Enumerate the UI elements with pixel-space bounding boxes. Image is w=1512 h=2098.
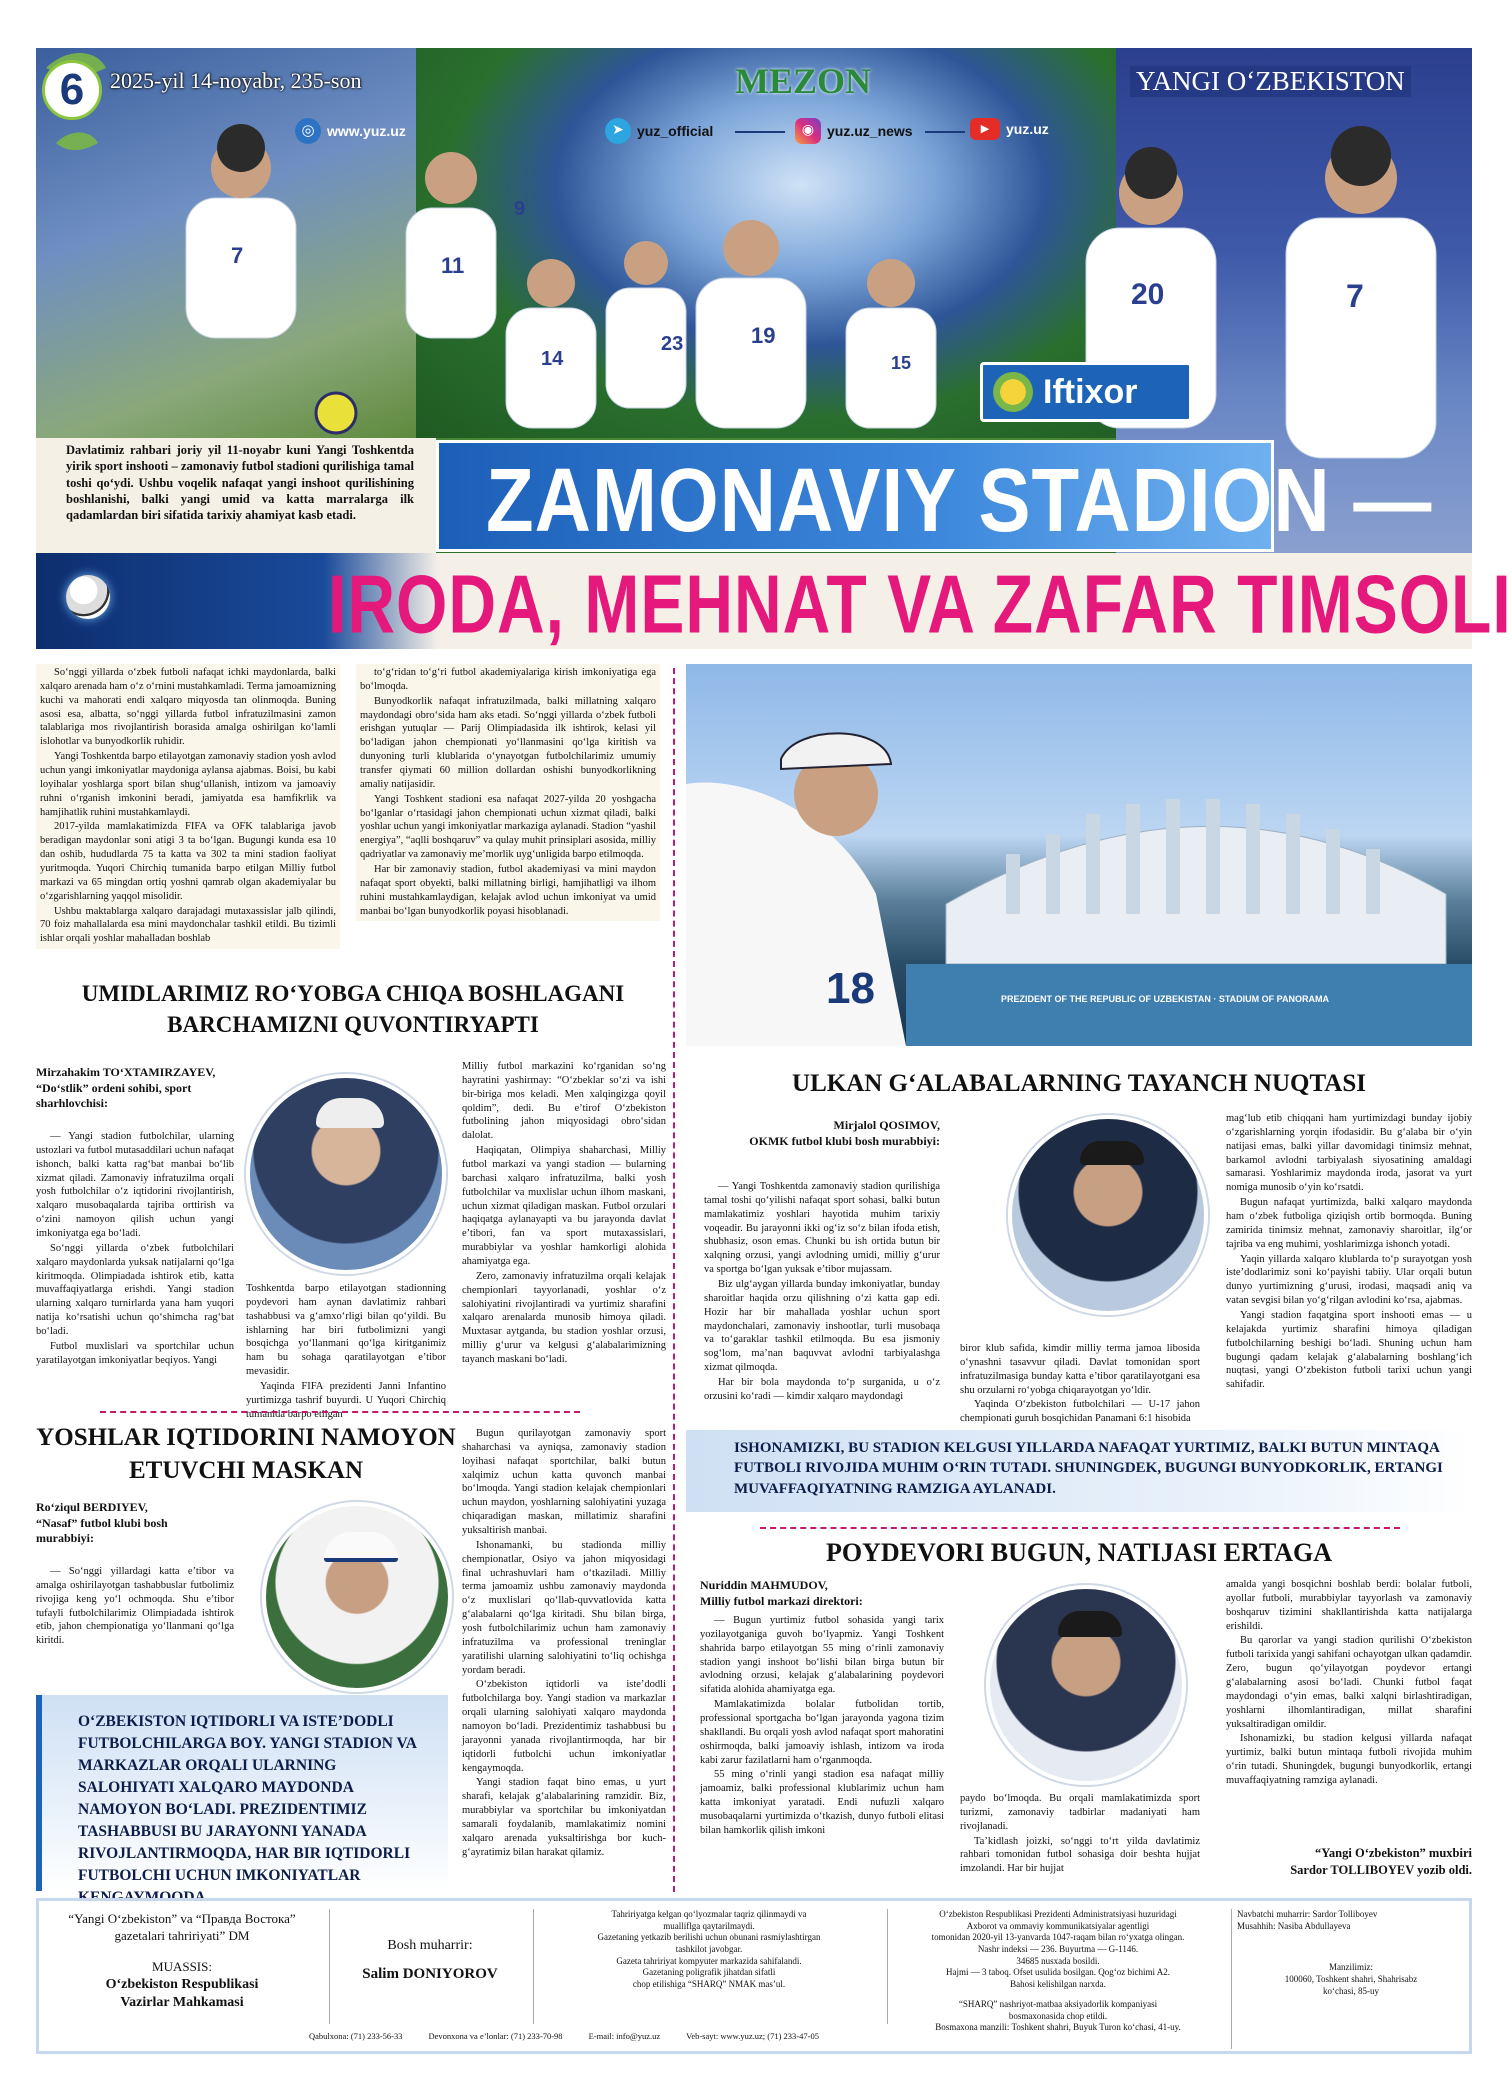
paragraph: — Yangi stadion futbolchilar, ularning ustozlari va futbol mutasaddilari uchun nafaqat ishonch, balki katta rag‘bat manbai bo‘lib xizmat qiladi. Zamonaviy infratuzilma orqali yosh futbolchilar o‘z iqtidorini rivojlantirish, xalqaro musobaqalarda tajriba orttirish va o‘zini namoyon qilish uchun yangi imkoniyatga ega bo‘ladi. <box>36 1131 234 1240</box>
footer-line: chop etilishiga “SHARQ” NMAK mas’ul. <box>632 1979 786 1990</box>
footer-line: Gazetaning yetkazib berilishi uchun obunani rasmiylashtirgan <box>597 1932 821 1943</box>
paragraph: Bugun nafaqat yurtimizda, balki xalqaro maydonda ham o‘zbek futboliga qiziqish ortib bormoqda. Buning zamirida tinimsiz mehnat, zamonaviy sharoitlar, ilg‘or tajriba va eng muhimi, yoshlarimizga ishonch yotadi. <box>1226 1197 1472 1250</box>
footer-line: Hajmi — 3 taboq. Ofset usulida bosilgan. Qog‘oz bichimi A2. <box>946 1967 1170 1978</box>
address: 100060, Toshkent shahri, Shahrisabz ko‘chasi, 85-uy <box>1284 1974 1418 1996</box>
yoshlar-pullquote <box>36 1695 448 1891</box>
proofreader: Musahhih: Nasiba Abdullayeva <box>1237 1920 1351 1931</box>
paragraph: Biz ulg‘aygan yillarda bunday imkoniyatlar, bunday sharoitlar haqida orzu qilishning o‘zi katta gap edi. Hozir har bir mahallada yoshlar uchun sport maydonchalari, zamonaviy inshootlar, turli musobaqa va to‘garaklar tashkil etilmoqda. Bu esa jismoniy sog‘lom, ma’nan baquvvat avlodni tarbiyalashga xizmat qilmoqda. <box>704 1279 940 1374</box>
paragraph: Toshkentda barpo etilayotgan stadionning poydevori ham aynan davlatimiz rahbari tashabbusi va g‘amxo‘rligi bilan qo‘yildi. Bu ishlarning har biri futbolimizni yangi bosqichga yo‘llanmani qo‘lga kiritganimiz ham bu sohaga qaratilayotgan e’tibor mevasidir. <box>246 1283 446 1378</box>
paragraph: Futbol muxlislari va sportchilar uchun yaratilayotgan imkoniyatlar beqiyos. Yangi <box>36 1340 234 1366</box>
social-item-web[interactable] <box>295 118 406 144</box>
section-name: MEZON <box>735 61 872 101</box>
web-icon: ◎ <box>295 118 321 144</box>
page-number-badge <box>42 60 102 120</box>
column-divider <box>673 668 675 1058</box>
signoff <box>1226 1845 1472 1879</box>
jersey-number: 15 <box>891 353 912 373</box>
football-icon <box>66 575 110 619</box>
ulkan-col-1 <box>704 1180 940 1405</box>
yoshlar-title: YOSHLAR IQTIDORINI NAMOYON ETUVCHI MASKAN <box>36 1424 456 1484</box>
duty-editor: Navbatchi muharrir: Sardor Tolliboyev <box>1237 1909 1378 1919</box>
footer-divider <box>533 1909 534 2024</box>
footer-line: Gazetaning poligrafik jihatdan sifatli <box>642 1967 776 1978</box>
paragraph: Yaqinda O‘zbekiston futbolchilari — U-17 jahon chempionati guruh bosqichidan Panamani 6:1 hisobida <box>960 1399 1200 1425</box>
paragraph: Ushbu maktablarga xalqaro darajadagi mutaxassislar jalb qilindi, 70 foiz mahallalarda esa mini maydonchalar tashkil etildi. Bu tizimli ishlar orqali yoshlar mahalladan boshlab <box>40 905 336 945</box>
contact-email[interactable]: E-mail: info@yuz.uz <box>588 2031 661 2041</box>
cap-shape <box>324 1532 398 1562</box>
pullquote-text: ISHONAMIZKI, BU STADION KELGUSI YILLARDA NAFAQAT YURTIMIZ, BALKI BUTUN MINTAQA FUTBOLI RIVOJIDA MUHIM O‘RIN TUTADI. SHUNINGDEK, BUGUNGI BUNYODKORLIK, ERTANGI MUVAFFAQIYATNING RAMZIGA AYLANADI. <box>734 1440 1443 1497</box>
social-label: www.yuz.uz <box>327 123 406 139</box>
paragraph: mag‘lub etib chiqqani ham yurtimizdagi bunday ijobiy o‘zgarishlarning yorqin ifodasidir. Bu g‘alaba bir o‘yin natijasi emas, balki yillar davomidagi tinimsiz mehnat, barkamol avlodni tarbiyalash siyosatining amaldagi samarasi. Yoshlarimiz maydonda iroda, jasorat va yurt nomiga munosib o‘yin ko‘rsatdi. <box>1226 1113 1472 1194</box>
portrait-mahmudov <box>986 1585 1186 1785</box>
paragraph: Ishonamizki, bu stadion kelgusi yillarda nafaqat yurtimiz, balki butun mintaqa futboli rivojida muhim o‘rin tutadi. Shuningdek, bugungi bunyodkorlik, ertangi muvaffaqiyatning ramziga aylanadi. <box>1226 1733 1472 1787</box>
founder-name: O‘zbekiston Respublikasi Vazirlar Mahkamasi <box>105 1976 259 2010</box>
rubric-label: Iftixor <box>1043 372 1138 411</box>
footer-line: Bahosi kelishilgan narxda. <box>1010 1979 1106 1990</box>
hair-shape <box>1058 1611 1122 1637</box>
stadium-illustration <box>686 664 1472 1046</box>
poydevor-col-3 <box>1226 1578 1472 1789</box>
paragraph: Milliy futbol markazini ko‘rganidan so‘ng hayratini yashirmay: “O‘zbeklar so‘zi va ishi bir-biriga mos keladi. Men xalqingizga qoyil qoldim”, dedi. Bu e’tirof O‘zbekiston futbolining jahon miqyosidagi obro‘sidan dalolat. <box>462 1061 666 1142</box>
footer-line: O‘zbekiston Respublikasi Prezidenti Administratsiyasi huzuridagi <box>939 1909 1177 1919</box>
ulkan-title: ULKAN G‘ALABALARNING TAYANCH NUQTASI <box>792 1070 1366 1097</box>
social-label: yuz.uz <box>1006 121 1049 137</box>
rubric-badge <box>980 362 1192 422</box>
paragraph: O‘zbekiston iqtidorli va iste’dodli futbolchilarga boy. Yangi stadion va markazlar orqali ularning salohiyati xalqaro maydonda namoyon bo‘ladi. Prezidentimiz tashabbusi bu jarayonni yanada rivojlantirmoqda, har bir iqtidorli futbolchi uchun imkoniyatlar kengaymoqda. <box>462 1679 666 1774</box>
yoshlar-author <box>36 1500 226 1547</box>
paragraph: Har bir bola maydonda to‘p surganida, u o‘z orzusini ko‘radi — kimdir xalqaro maydondagi <box>704 1377 940 1402</box>
jersey-number: 7 <box>231 243 244 268</box>
ulkan-col-3 <box>1226 1112 1472 1393</box>
footer-line: Gazeta tahririyat kompyuter markazida sahifalandi. <box>616 1955 802 1966</box>
footer-registration <box>893 1909 1223 2034</box>
paragraph: Yangi Toshkent stadioni esa nafaqat 2027-yilda 20 yoshgacha bo‘lganlar o‘rtasidagi jahon chempionati uchun xizmat qiladi, balki yoshlar uchun yangi imkoniyatlar markaziga aylanadi. Stadion “yashil energiya”, “aqlli boshqaruv” va qulay muhit prinsiplari asosida, milliy qadriyatlar va zamonaviy me’morlik uyg‘unligida barpo etilmoqda. <box>360 793 656 861</box>
ulkan-col-2 <box>960 1342 1200 1427</box>
social-item-instagram[interactable] <box>795 118 913 144</box>
youtube-icon: ▶ <box>970 118 1000 140</box>
masthead-title: YANGI O‘ZBEKISTON <box>1136 66 1405 96</box>
rubric-logo-icon <box>993 372 1033 412</box>
paragraph: 55 ming o‘rinli yangi stadion esa nafaqat milliy jamoamiz, balki professional klublarimiz uchun ham katta imkoniyat yaratadi. Endi nufuzli xalqaro musobaqalarni yurtimizda o‘tkazish, dunyo futboli elitasi bilan hamkorlik qilish imkoni <box>700 1769 944 1836</box>
footer-line: bosmaxonasida chop etildi. <box>1008 2010 1108 2021</box>
jersey-number: 9 <box>514 198 526 220</box>
paragraph: Bu qarorlar va yangi stadion qurilishi O‘zbekiston futboli tarixida yangi sahifani ochayotgan ulkan qadamdir. Zero, bugun qo‘yilayotgan poydevor ertangi g‘alabalarning asosi bo‘ladi. Chunki futbol faqat maydondagi o‘yin emas, balki xalqni birlashtiradigan, yoshlarni ilhomlantiradigan, millat sharafini yuksaltiradigan omildir. <box>1226 1635 1472 1730</box>
paragraph: biror klub safida, kimdir milliy terma jamoa libosida o‘ynashni tasavvur qiladi. Davlat tomonidan sport infratuzilmasiga bunday katta e’tibor qaratilayotgani esa shu orzularni ro‘yobga chiqarayotgan yo‘ldir. <box>960 1343 1200 1396</box>
poydevor-col-2 <box>960 1792 1200 1877</box>
umidlarimiz-col-3 <box>462 1060 666 1368</box>
umidlarimiz-col-2 <box>246 1282 446 1423</box>
footer-contacts <box>309 2031 1209 2041</box>
contact-website[interactable]: Veb-sayt: www.yuz.uz; (71) 233-47-05 <box>686 2031 819 2041</box>
poydevor-col-1 <box>700 1614 944 1839</box>
address-label: Manzilimiz: <box>1329 1962 1373 1973</box>
footer-divider <box>1231 1909 1232 2049</box>
contact-office: Devonxona va e’lonlar: (71) 233-70-98 <box>428 2031 563 2041</box>
footer-publisher <box>47 1911 317 2012</box>
footer-divider <box>329 1909 330 2024</box>
footer <box>36 1898 1472 2054</box>
paragraph: — So‘nggi yillardagi katta e’tibor va amalga oshirilayotgan tashabbuslar futbolimiz rivojiga keng yo‘l ochmoqda. Shu e’tibor tufayli futbolchilarimiz Olimpiadada ishtirok etib, jahon chempionatiga yo‘llanmani qo‘lga kiritdi. <box>36 1566 234 1647</box>
social-bar <box>295 118 1075 148</box>
portrait-berdiyev <box>262 1502 452 1692</box>
editor-label: Bosh muharrir: <box>387 1938 473 1953</box>
jersey-number: 19 <box>751 323 776 348</box>
ulkan-pullquote <box>686 1430 1472 1512</box>
footer-disclaimer <box>539 1909 879 1991</box>
footer-editor <box>335 1937 525 1985</box>
main-article-col-1 <box>36 664 340 949</box>
paragraph: Ta’kidlash joizki, so‘nggi to‘rt yilda davlatimiz rahbari tomonidan futbol sohasiga doir beshta hujjat imzolandi. Har bir hujjat <box>960 1835 1200 1875</box>
signoff-line-2: Sardor TOLLIBOYEV yozib oldi. <box>1290 1862 1472 1877</box>
section-divider <box>100 1411 580 1413</box>
hair-shape <box>316 1098 384 1128</box>
photo-caption: PREZIDENT OF THE REPUBLIC OF UZBEKISTAN · STADIUM OF PANORAMA <box>1001 994 1329 1004</box>
social-item-youtube[interactable] <box>970 118 1049 140</box>
author-name: Ro‘ziqul BERDIYEV, <box>36 1500 148 1514</box>
poydevor-title: POYDEVORI BUGUN, NATIJASI ERTAGA <box>825 1538 1333 1567</box>
author-role: “Do‘stlik” ordeni sohibi, sport sharhlovchisi: <box>36 1080 192 1111</box>
yoshlar-col-1 <box>36 1565 234 1649</box>
headline-line-1: ZAMONAVIY STADION — <box>486 449 1433 551</box>
page-number: 6 <box>59 65 85 114</box>
footer-line: “SHARQ” nashriyot-matbaa aksiyadorlik kompaniyasi <box>958 1998 1158 2009</box>
paragraph: So‘nggi yillarda o‘zbek futboli nafaqat ichki maydonlarda, balki xalqaro arenada ham o‘z o‘rnini mustahkamladi. Terma jamoamizning kuchi va mahorati endi xalqaro miqyosda tan olinmoqda. Buning asosi esa, albatta, so‘nggi yillarda futbol infratuzilmasini zamon talablariga mos rivojlantirish borasida amalga oshirilgan ko‘lamli islohotlar va bunyodkorlik ruhidir. <box>40 667 336 748</box>
paragraph: paydo bo‘lmoqda. Bu orqali mamlakatimizda sport turizmi, zamonaviy tadbirlar madaniyati ham rivojlanadi. <box>960 1793 1200 1832</box>
author-name: Mirzahakim TO‘XTAMIRZAYEV, <box>36 1065 216 1079</box>
umidlarimiz-title: UMIDLARIMIZ RO‘YOBGA CHIQA BOSHLAGANI BARCHAMIZNI QUVONTIRYAPTI <box>81 981 625 1038</box>
footer-line: tashkilot javobgar. <box>675 1944 743 1955</box>
stadium-photo <box>686 664 1472 1046</box>
paragraph: Bugun qurilayotgan zamonaviy sport shaharchasi va ayniqsa, zamonaviy stadion loyihasi nafaqat sportchilar, balki butun xalqimiz uchun katta quvonch manbai bo‘lmoqda. Yangi stadion kelajak chempionlari uchun maydon, yoshlarning salohiyatini yuzaga chiqaradigan maskan, millatimiz sharafini yuksaltirish manbai. <box>462 1428 666 1537</box>
jersey-number: 23 <box>661 333 684 355</box>
paragraph: Zero, zamonaviy infratuzilma orqali kelajak chempionlari tayyorlanadi, yoshlar o‘z salohiyatini rivojlantiradi va yurtimiz sharafini xalqaro arenalarda munosib himoya qiladi. Muxtasar aytganda, bu stadion yoshlar orzusi, milliy g‘urur va kelgusi g‘alabalarimizning tayanch maskani bo‘ladi. <box>462 1270 666 1366</box>
paragraph: So‘nggi yillarda o‘zbek futbolchilari xalqaro maydonlarda yuksak natijalarni qo‘lga kiritmoqda. Olimpiadada ishtirok etib, katta muvaffaqiyatlarga erishdi. Yangi stadion ularning xalqaro turnirlarda yana ham yuqori natija ko‘rsatishi uchun qo‘shimcha rag‘bat bo‘ladi. <box>36 1242 234 1338</box>
paragraph: Yaqinda FIFA prezidenti Janni Infantino yurtimizga tashrif buyurdi. U Yuqori Chirchiq tumanida barpo etilgan <box>246 1381 446 1420</box>
player-number: 18 <box>826 964 875 1013</box>
footer-line: mualliflga qaytarilmaydi. <box>663 1920 755 1931</box>
social-divider <box>925 131 965 133</box>
social-label: yuz_official <box>637 123 714 139</box>
yoshlar-col-3 <box>462 1427 666 1861</box>
pullquote-text: O‘ZBEKISTON IQTIDORLI VA ISTE’DODLI FUTBOLCHILARGA BOY. YANGI STADION VA MARKAZLAR ORQALI ULARNING SALOHIYATI XALQARO MAYDONDA NAMOYON BO‘LADI. PREZIDENTIMIZ TASHABBUSI BU JARAYONNI YANADA RIVOJLANTIRMOQDA, HAR BIR IQTIDORLI FUTBOLCHI UCHUN IMKONIYATLAR <box>78 1713 417 1884</box>
paragraph: Haqiqatan, Olimpiya shaharchasi, Milliy futbol markazi va yangi stadion — bularning barchasi xalqaro infratuzilma, balki yosh futbolchilar va muxlislar uchun ilhom maskani, uchun xizmat qiladigan maskan. Futbol orzulari haqiqatga aylanayapti va bu jarayonda davlat e’tibori, fan va sport mutaxassislari, murabbiylar va yoshlar hamkorligi alohida ahamiyatga ega. <box>462 1145 666 1268</box>
footer-line: tomonidan 2020-yil 13-yanvarda 1047-raqam bilan ro‘yxatga olingan. <box>931 1932 1185 1943</box>
paragraph: — Bugun yurtimiz futbol sohasida yangi tarix yozilayotganiga guvoh bo‘lyapmiz. Yangi Toshkent shahrida barpo etilayotgan 55 ming o‘rinli zamonaviy stadion yangi inshoot bo‘lishi bilan birga butun bir avlodning orzusi, kelajak g‘alabalarining poydevori sifatida alohida ahamiyatga ega. <box>700 1615 944 1696</box>
paragraph: to‘g‘ridan to‘g‘ri futbol akademiyalariga kirish imkoniyatiga ega bo‘lmoqda. <box>360 667 656 692</box>
umidlarimiz-author <box>36 1065 246 1112</box>
contact-phone: Qabulxona: (71) 233-56-33 <box>309 2031 403 2041</box>
footer-staff <box>1237 1909 1465 1997</box>
headline-line-2: IRODA, MEHNAT VA ZAFAR TIMSOLI <box>328 557 1512 650</box>
footer-line: Nashr indeksi — 236. Buyurtma — G-1146. <box>977 1944 1139 1955</box>
portrait-qosimov <box>1008 1115 1208 1315</box>
footer-line: Tahririyatga kelgan qo‘lyozmalar taqriz qilinmaydi va <box>611 1909 807 1919</box>
social-item-telegram[interactable] <box>605 118 713 144</box>
footer-line: Bosmaxona manzili: Toshkent shahri, Buyuk Turon ko‘chasi, 41-uy. <box>935 2022 1181 2033</box>
paragraph: Yaqin yillarda xalqaro klublarda to‘p surayotgan yosh iste’dodlarimiz soni ko‘payishi tabiiy. Ular orqali butun dunyo yurtimizning g‘urusi, irodasi, maqsadi aniq va vatan sevgisi bilan yo‘g‘rilgan avlodini ko‘rsa, ajabmas. <box>1226 1253 1472 1307</box>
paragraph: Mamlakatimizda bolalar futbolidan tortib, professional sportgacha bo‘lgan jarayonda yagona tizim shakllandi. Bu orqali yosh avlod nafaqat sport mahoratini oshirmoqda, balki jamoaviy ishlash, intizom va iroda kabi zarur fazilatlarni ham o‘rganmoqda. <box>700 1699 944 1766</box>
hair-shape <box>1080 1141 1144 1165</box>
footer-divider <box>887 1909 888 2024</box>
lead-paragraph: Davlatimiz rahbari joriy yil 11-noyabr kuni Yangi Toshkentda yirik sport inshooti – zamonaviy futbol stadioni qurilishiga tamal toshi qo‘ydi. Ushbu voqelik nafaqat yangi inshoot qurilishining boshlanishi, balki yangi umid va katta marralarga ilk qadamlardan biri sifatida tarixiy ahamiyat kasb etadi. <box>66 443 414 522</box>
footer-line: Axborot va ommaviy kommunikatsiyalar agentligi <box>966 1920 1150 1931</box>
paragraph: Bunyodkorlik nafaqat infratuzilmada, balki millatning xalqaro maydondagi obro‘sida ham aks etadi. So‘nggi yillarda o‘zbek futboli erishgan yutuqlar — Parij Olimpiadasida ilk ishtirok, kelasi yil bo‘ladigan jahon chempionati yo‘llanmasini qo‘lga kiritish va dunyoning turli klublarida o‘ynayotgan futbolchilarimiz umumiy transfer qiymati 60 million dollardan oshishi bunyodkorlikning amaliy natijasidir. <box>360 695 656 790</box>
social-label: yuz.uz_news <box>827 123 913 139</box>
footer-line: 34685 nusxada bosildi. <box>1016 1955 1100 1966</box>
paragraph: Ishonamanki, bu stadionda milliy chempionatlar, Osiyo va jahon miqyosidagi final uchrashuvlari ham o‘tkaziladi. Milliy terma jamoamiz ushbu zamonaviy maydonda o‘z muxlislari qo‘llab-quvvatlovida katta g‘alabalarni qo‘lga kiritadi. Shu bilan birga, yosh futbolchilarimiz uchun ham zamonaviy infratuzilma va professional treninglar yaratilishi ularning salohiyatini to‘liq ochishga yordam beradi. <box>462 1539 666 1676</box>
author-name: Mirjalol QOSIMOV, <box>833 1118 940 1132</box>
ulkan-author <box>686 1118 940 1149</box>
paragraph: Har bir zamonaviy stadion, futbol akademiyasi va mini maydon nafaqat sport obyekti, balki millatning birligi, hamjihatligi va ilhom ruhini mustahkamlaydigan, kelajak avlod uchun imkoniyat va umid manbai bo‘lgan bunyodkorlik poyasi hisoblanadi. <box>360 864 656 917</box>
telegram-icon: ➤ <box>605 118 631 144</box>
jersey-number: 11 <box>441 253 465 278</box>
signoff-line-1: “Yangi O‘zbekiston” muxbiri <box>1315 1846 1472 1860</box>
paragraph: Yangi Toshkentda barpo etilayotgan zamonaviy stadion yosh avlod uchun yangi imkoniyatlar maydoniga aylansa ajabmas. Boisi, bu kabi loyihalar yoshlarga sport bilan shug‘ullanish, intizom va jamoaviy ruhni o‘rganish imkonini beradi, jamiyatda esa hamfikrlik va hamjihatlik ruhini mustahkamlaydi. <box>40 751 336 818</box>
paragraph: — Yangi Toshkentda zamonaviy stadion qurilishiga tamal toshi qo‘yilishi nafaqat sport sohasi, balki butun mamlakatimiz yoshlari hayotida muhim tarixiy voqeadir. Bu jarayonni ikki og‘iz so‘z bilan ifoda etish, shubhasiz, oson emas. Chunki bu ish ortida butun bir xalqning orzusi, yangi avlodning umidi, milliy g‘urur va sportga bo‘lgan yuksak e’tibor mujassam. <box>704 1181 940 1276</box>
paragraph: 2017-yilda mamlakatimizda FIFA va OFK talablariga javob beradigan maydonlar soni atigi 3 ta bo‘lgan. Bugungi kunda esa 10 dan oshib, hududlarda 75 ta katta va 302 ta mini stadion faoliyat yuritmoqda. Yuqori Chirchiq tumanida barpo etilgan Milliy futbol markazi va 65 mingdan ortiq yoshni qamrab olgan akademiyalar bu o‘zgarishlarning yaqqol misolidir. <box>40 821 336 902</box>
author-role: “Nasaf” futbol klubi bosh murabbiyi: <box>36 1515 168 1546</box>
jersey-number: 14 <box>541 348 564 370</box>
publisher-line: “Yangi O‘zbekiston” va “Правда Востока” <box>68 1911 296 1926</box>
section-divider <box>760 1527 1400 1529</box>
main-article-col-2 <box>356 664 660 921</box>
masthead <box>1130 66 1411 97</box>
portrait-toxtamirzayev <box>246 1074 446 1274</box>
paragraph: amalda yangi bosqichni boshlab berdi: bolalar futboli, ayollar futboli, murabbiylar tayyorlash va zamonaviy boshqaruv tizimini shakllantirishda katta natijalarga erishildi. <box>1226 1579 1472 1632</box>
paragraph: Yangi stadion faqat bino emas, u yurt sharafi, kelajak g‘alabalarining ramzidir. Biz, murabbiylar va sportchilar bu imkoniyatdan samarali foydalanib, mamlakatimiz nomini xalqaro arenada yuksaltirishga bor kuch-g‘ayratimiz bilan harakat qilamiz. <box>462 1777 666 1858</box>
author-name: Nuriddin MAHMUDOV, <box>700 1578 828 1592</box>
issue-date: 2025-yil 14-noyabr, 235-son <box>110 68 362 93</box>
editor-name: Salim DONIYOROV <box>362 1966 498 1983</box>
umidlarimiz-col-1 <box>36 1130 234 1369</box>
poydevor-author <box>700 1578 960 1609</box>
jersey-number: 20 <box>1131 278 1165 311</box>
author-role: Milliy futbol markazi direktori: <box>700 1593 863 1608</box>
author-role: OKMK futbol klubi bosh murabbiyi: <box>749 1133 940 1148</box>
social-divider <box>735 131 785 133</box>
column-divider <box>673 1052 675 1892</box>
founder-label: MUASSIS: <box>152 1958 212 1974</box>
jersey-number: 7 <box>1346 278 1364 314</box>
instagram-icon: ◉ <box>795 118 821 144</box>
publisher-line: gazetalari tahririyati” DM <box>114 1927 250 1943</box>
paragraph: Yangi stadion faqatgina sport inshooti emas — u kelajakda yurtimiz sharafini himoya qiladigan futbolchilarning beshigi bo‘ladi. Shuning uchun ham bugungi qadam kelajak g‘alabalarning boshlang‘ich nuqtasi, yangi O‘zbekiston futboli tarixi uchun yangi sahifadir. <box>1226 1310 1472 1391</box>
